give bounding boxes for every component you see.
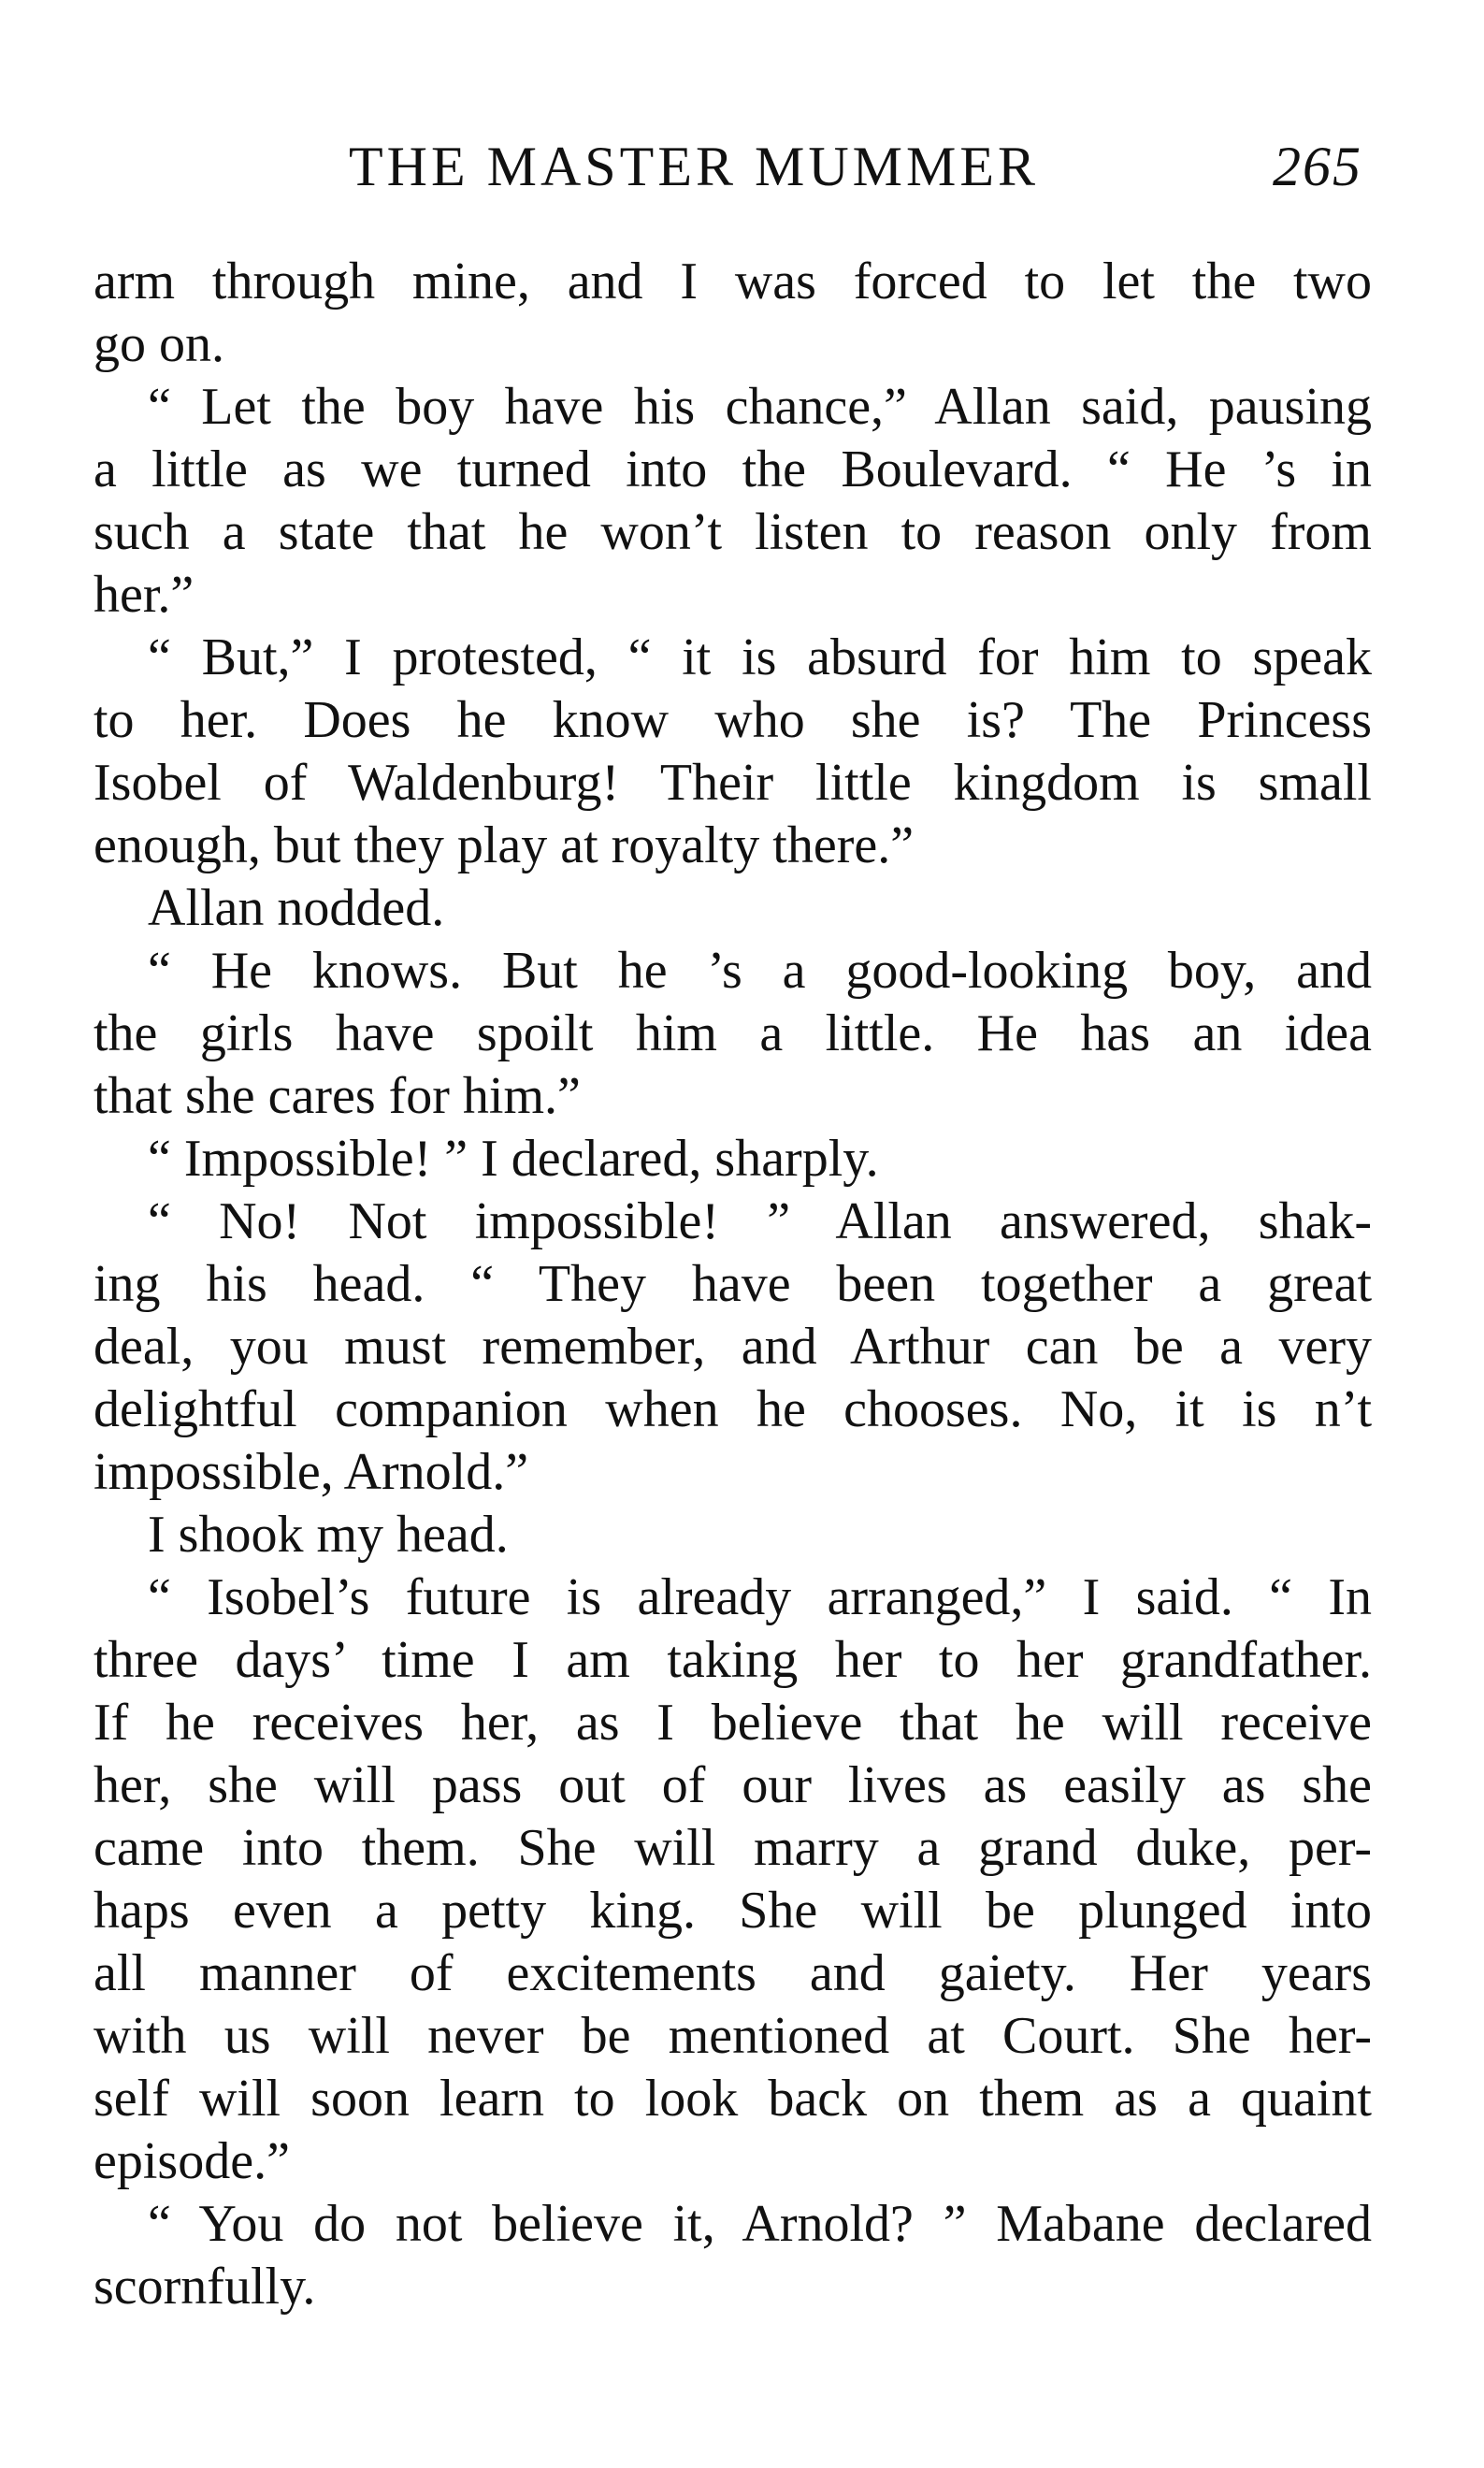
text-line: “ No! Not impossible! ” Allan answered, shak- xyxy=(148,1192,1372,1250)
text-line: self will soon learn to look back on them as a quaint xyxy=(94,2070,1372,2128)
text-line: all manner of excitements and gaiety. Her years xyxy=(94,1944,1372,2002)
text-line: enough, but they play at royalty there.” xyxy=(94,816,915,874)
body-text xyxy=(94,251,1372,2318)
text-line: with us will never be mentioned at Court. She her- xyxy=(94,2007,1372,2065)
text-line: that she cares for him.” xyxy=(94,1067,581,1125)
text-line: “ But,” I protested, “ it is absurd for him to speak xyxy=(148,628,1372,686)
text-line: “ He knows. But he ’s a good-looking boy, and xyxy=(148,942,1372,1000)
text-line: “ You do not believe it, Arnold? ” Mabane declared xyxy=(148,2195,1372,2253)
text-line: three days’ time I am taking her to her grandfather. xyxy=(94,1631,1372,1689)
text-line: episode.” xyxy=(94,2132,290,2190)
text-line: go on. xyxy=(94,315,224,373)
text-line: “ Isobel’s future is already arranged,” I said. “ In xyxy=(148,1568,1372,1626)
text-line: If he receives her, as I believe that he will receive xyxy=(94,1694,1372,1752)
text-line: the girls have spoilt him a little. He has an idea xyxy=(94,1004,1372,1062)
text-line: to her. Does he know who she is? The Princess xyxy=(94,691,1372,749)
text-line: her.” xyxy=(94,566,195,624)
running-title: THE MASTER MUMMER xyxy=(349,136,1040,197)
text-line: came into them. She will marry a grand duke, per- xyxy=(94,1819,1372,1877)
running-header xyxy=(0,129,1484,204)
text-line: Allan nodded. xyxy=(148,879,445,937)
text-line: “ Let the boy have his chance,” Allan said, pausing xyxy=(148,378,1372,436)
text-line: Isobel of Waldenburg! Their little kingdom is small xyxy=(94,754,1372,812)
text-line: a little as we turned into the Boulevard. “ He ’s in xyxy=(94,440,1372,498)
text-line: such a state that he won’t listen to reason only from xyxy=(94,503,1372,561)
text-line: her, she will pass out of our lives as easily as she xyxy=(94,1756,1372,1814)
text-line: I shook my head. xyxy=(148,1506,509,1564)
text-line: impossible, Arnold.” xyxy=(94,1443,529,1501)
text-line: ing his head. “ They have been together a great xyxy=(94,1255,1372,1313)
text-line: scornfully. xyxy=(94,2258,316,2316)
text-line: haps even a petty king. She will be plunged into xyxy=(94,1882,1372,1940)
text-line: delightful companion when he chooses. No, it is n’t xyxy=(94,1380,1372,1438)
page-number: 265 xyxy=(1273,136,1362,197)
text-line: arm through mine, and I was forced to let the two xyxy=(94,253,1372,310)
text-line: “ Impossible! ” I declared, sharply. xyxy=(148,1130,879,1188)
text-line: deal, you must remember, and Arthur can be a very xyxy=(94,1318,1372,1376)
